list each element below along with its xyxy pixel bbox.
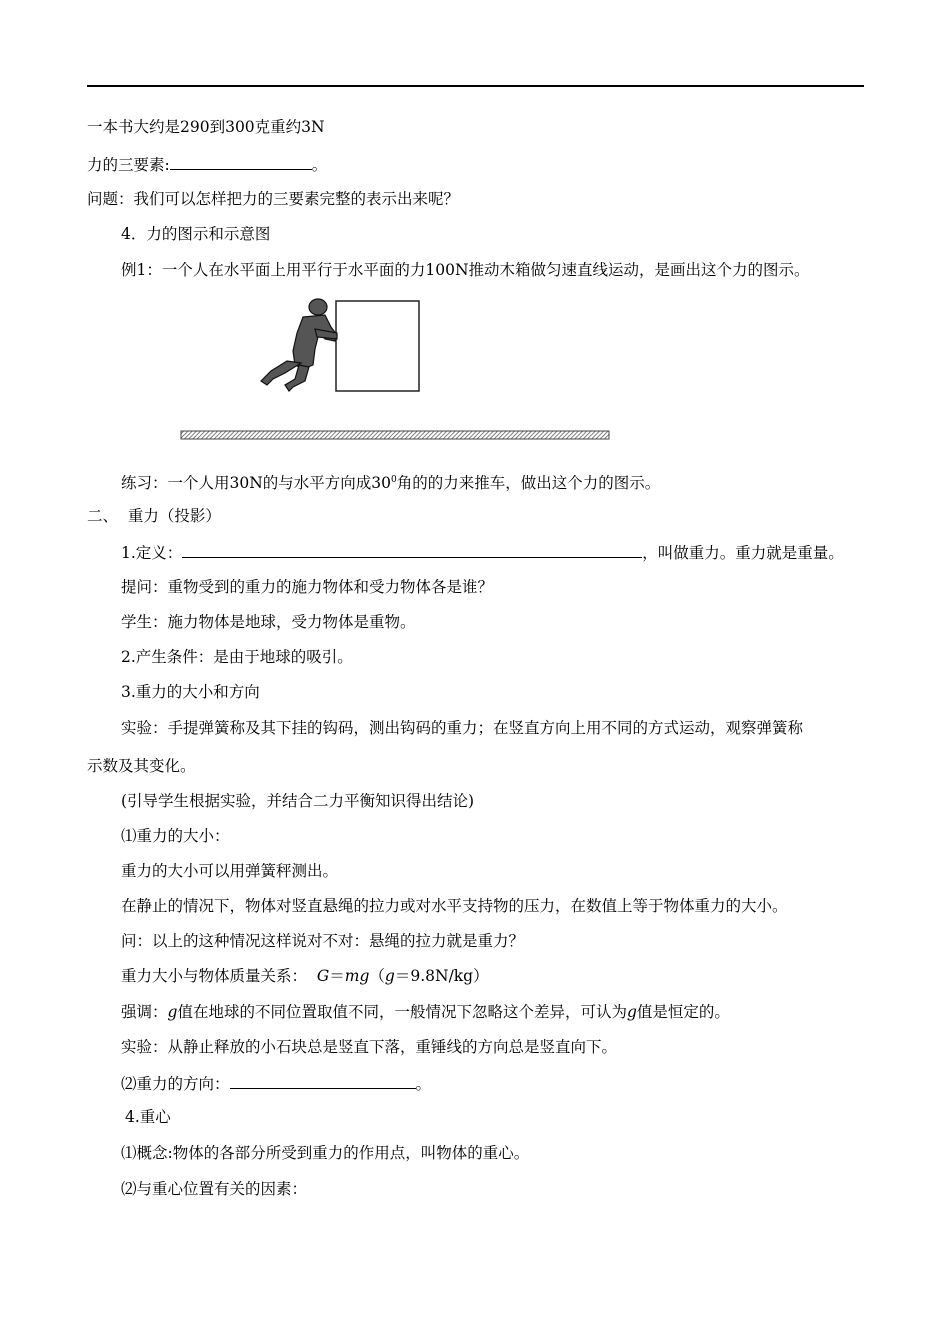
exercise-text-a: 练习：一个人用30N的与水平方向成30 [121,474,392,492]
wooden-box [336,301,419,391]
person-icon [261,299,337,391]
emphasis-end: 值是恒定的。 [636,1003,730,1021]
definition-end: ，叫做重力。重力就是重量。 [642,544,844,562]
section-heading-center-of-gravity: 4.重心 [125,1108,171,1126]
text-line-static-case: 在静止的情况下，物体对竖直悬绳的拉力或对水平支持物的压力，在数值上等于物体重力的大小。 [121,897,788,915]
text-line-student-answer: 学生：施力物体是地球，受力物体是重物。 [121,613,416,631]
text-line-experiment-2: 实验：从静止释放的小石块总是竖直下落，重锤线的方向总是竖直向下。 [121,1038,618,1056]
formula-g: g [384,967,395,985]
degree-superscript: 0 [391,475,397,485]
text-line-measure: 重力的大小可以用弹簧秤测出。 [121,862,339,880]
person-pushing-box-figure [175,295,615,445]
text-line-condition: 2.产生条件：是由于地球的吸引。 [121,648,353,666]
text-line-question-3: 问：以上的这种情况这样说对不对：悬绳的拉力就是重力？ [121,932,525,950]
emphasis-text: 值在地球的不同位置取值不同，一般情况下忽略这个差异，可认为 [177,1003,627,1021]
text-line-concept: ⑴概念:物体的各部分所受到重力的作用点，叫物体的重心。 [121,1144,530,1162]
text-line-example-1: 例1：一个人在水平面上用平行于水平面的力100N推动木箱做匀速直线运动，是画出这个力的图示。 [121,261,810,279]
formula-value: ＝9.8N/kg） [394,967,489,985]
text-line-book-weight: 一本书大约是290到300克重约3N [87,118,325,136]
formula-mg: mg [344,967,370,985]
section-heading-gravity: 二、 重力（投影） [87,507,221,525]
text-line-experiment-1: 实验：手提弹簧称及其下挂的钩码，测出钩码的重力；在竖直方向上用不同的方式运动，观察弹簧称 [121,719,804,737]
emphasis-label: 强调： [121,1003,168,1021]
subheading-magnitude: ⑴重力的大小： [121,827,230,845]
header-rule [87,85,864,87]
ground-surface [181,431,609,439]
formula-label: 重力大小与物体质量关系： [121,967,308,985]
text-line-guide: (引导学生根据实验，并结合二力平衡知识得出结论) [121,792,475,810]
direction-blank[interactable] [230,1072,416,1089]
section-heading-force-diagram: 4．力的图示和示意图 [121,225,271,243]
definition-blank[interactable] [182,541,642,558]
text-line-question: 问题：我们可以怎样把力的三要素完整的表示出来呢？ [87,190,460,208]
text-line-formula [121,966,489,986]
emphasis-g-1: g [167,1003,178,1021]
text-line-direction [121,1072,431,1094]
formula-paren: （ [369,967,385,985]
text-line-exercise [121,470,660,493]
text-line-three-elements [87,153,327,175]
text-line-factors: ⑵与重心位置有关的因素： [121,1180,308,1198]
text-line-question-2: 提问：重物受到的重力的施力物体和受力物体各是谁？ [121,578,494,596]
formula-equals: ＝ [329,967,345,985]
subheading-magnitude-direction: 3.重力的大小和方向 [121,683,260,701]
definition-label: 1.定义： [121,544,183,562]
text-line-emphasis [121,1002,730,1022]
three-elements-label: 力的三要素: [87,156,170,174]
three-elements-end: 。 [311,156,328,174]
direction-label: ⑵重力的方向： [121,1075,230,1093]
formula-G: G [316,967,330,985]
emphasis-g-2: g [626,1003,637,1021]
text-line-definition [121,541,844,563]
three-elements-blank[interactable] [170,153,312,170]
exercise-text-b: 角的的力来推车，做出这个力的图示。 [396,474,661,492]
text-line-experiment-1-cont: 示数及其变化。 [87,757,196,775]
direction-end: 。 [415,1075,432,1093]
